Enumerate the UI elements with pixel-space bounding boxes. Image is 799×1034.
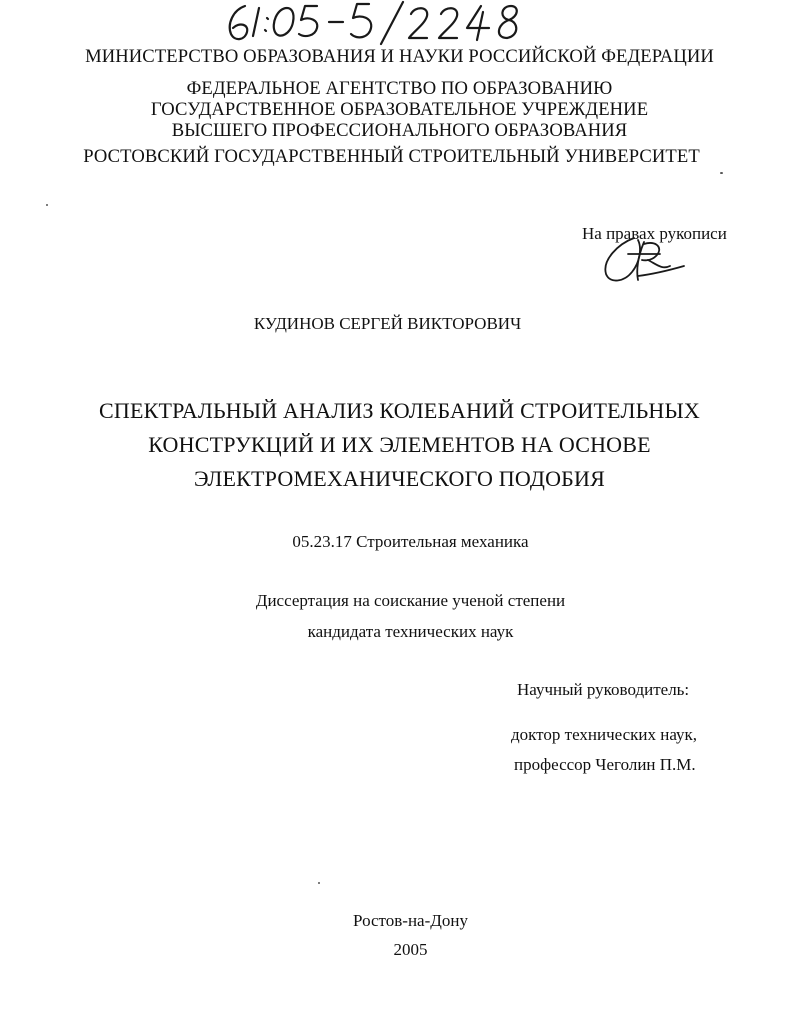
institution-line-1: ГОСУДАРСТВЕННОЕ ОБРАЗОВАТЕЛЬНОЕ УЧРЕЖДЕНИЕ [150, 99, 649, 120]
supervisor-name: профессор Чеголин П.М. [514, 755, 696, 774]
author-name: КУДИНОВ СЕРГЕЙ ВИКТОРОВИЧ [253, 314, 522, 333]
scan-speck [46, 204, 48, 206]
manuscript-note: На правах рукописи [582, 224, 727, 243]
degree-line-2: кандидата технических наук [307, 622, 514, 641]
supervisor-degree: доктор технических наук, [511, 725, 698, 744]
archive-number-scribble [205, 0, 585, 48]
university-name: РОСТОВСКИЙ ГОСУДАРСТВЕННЫЙ СТРОИТЕЛЬНЫЙ УНИВЕРСИТЕТ [83, 146, 700, 167]
dissertation-title-line-2: КОНСТРУКЦИЙ И ИХ ЭЛЕМЕНТОВ НА ОСНОВЕ [148, 432, 651, 457]
supervisor-label: Научный руководитель: [517, 680, 690, 699]
scan-speck [720, 172, 723, 174]
specialty-code: 05.23.17 Строительная механика [292, 532, 529, 551]
dissertation-title-line-3: ЭЛЕКТРОМЕХАНИЧЕСКОГО ПОДОБИЯ [194, 466, 605, 491]
city: Ростов-на-Дону [353, 911, 468, 930]
dissertation-title-line-1: СПЕКТРАЛЬНЫЙ АНАЛИЗ КОЛЕБАНИЙ СТРОИТЕЛЬНЫХ [99, 398, 700, 423]
signature-scribble [598, 230, 688, 290]
institution-line-2: ВЫСШЕГО ПРОФЕССИОНАЛЬНОГО ОБРАЗОВАНИЯ [171, 120, 628, 141]
scan-speck [318, 882, 320, 884]
archive-number-handwritten [205, 0, 585, 48]
agency-name: ФЕДЕРАЛЬНОЕ АГЕНТСТВО ПО ОБРАЗОВАНИЮ [186, 78, 613, 99]
degree-line-1: Диссертация на соискание ученой степени [255, 591, 566, 610]
year: 2005 [393, 940, 428, 959]
handwritten-signature-icon [598, 230, 688, 290]
ministry-name: МИНИСТЕРСТВО ОБРАЗОВАНИЯ И НАУКИ РОССИЙСКОЙ ФЕДЕРАЦИИ [85, 46, 714, 67]
